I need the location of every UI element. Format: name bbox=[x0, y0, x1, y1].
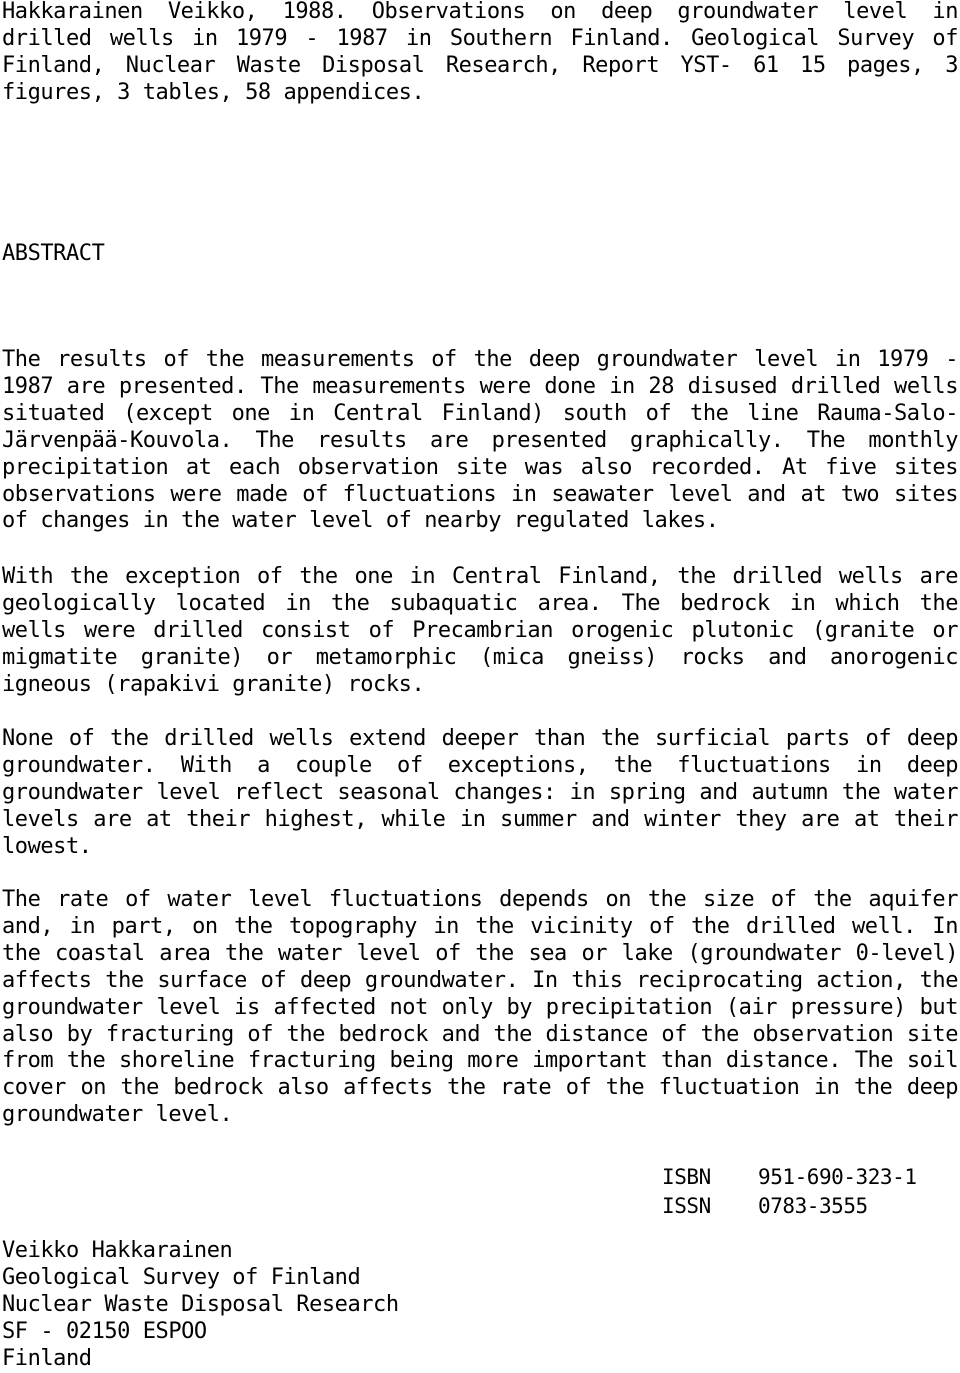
identifier-block bbox=[662, 1163, 917, 1221]
abstract-paragraph-2: With the exception of the one in Central Finland, the drilled wells are geologically located in the subaquatic area. The bedrock in which the wells were drilled consist of Precambrian orogenic plutonic (granite or migmatite granite) or metamorphic (mica gneiss) rocks and anorogenic igneous (rapakivi granite) rocks. bbox=[2, 564, 958, 697]
author-postal-address: SF - 02150 ESPOO bbox=[2, 1318, 207, 1344]
isbn-label: ISBN bbox=[662, 1165, 711, 1189]
author-name: Veikko Hakkarainen bbox=[2, 1238, 233, 1263]
abstract-paragraph-3: None of the drilled wells extend deeper than the surficial parts of deep groundwater. With a couple of exceptions, the fluctuations in deep groundwater level reflect seasonal changes: in spring and autumn the water levels are at their highest, while in summer and winter they are at their lowest. bbox=[2, 726, 958, 859]
author-department: Nuclear Waste Disposal Research bbox=[2, 1291, 399, 1317]
author-organization: Geological Survey of Finland bbox=[2, 1264, 361, 1290]
issn-value: 0783-3555 bbox=[758, 1194, 868, 1218]
citation-paragraph: Hakkarainen Veikko, 1988. Observations on deep groundwater level in drilled wells in 1979 - 1987 in Southern Finland. Geological Survey of Finland, Nuclear Waste Disposal Research, Report YST- 61 15 pages, 3 figures, 3 tables, 58 appendices. bbox=[2, 0, 958, 105]
issn-label: ISSN bbox=[662, 1194, 711, 1218]
isbn-row bbox=[662, 1163, 917, 1192]
abstract-heading: ABSTRACT bbox=[2, 241, 105, 266]
author-country: Finland bbox=[2, 1345, 92, 1371]
abstract-paragraph-4: The rate of water level fluctuations depends on the size of the aquifer and, in part, on the topography in the vicinity of the drilled well. In the coastal area the water level of the sea or lake (groundwater 0-level) affects the surface of deep groundwater. In this reciprocating action, the groundwater level is affected not only by precipitation (air pressure) but also by fracturing of the bedrock and the distance of the observation site from the shoreline fracturing being more important than distance. The soil cover on the bedrock also affects the rate of the fluctuation in the deep groundwater level. bbox=[2, 887, 958, 1128]
author-address-block bbox=[2, 1238, 399, 1373]
issn-row bbox=[662, 1192, 917, 1221]
abstract-paragraph-1: The results of the measurements of the deep groundwater level in 1979 - 1987 are presented. The measurements were done in 28 disused drilled wells situated (except one in Central Finland) south of the line Rauma-Salo-Järvenpää-Kouvola. The results are presented graphically. The monthly precipitation at each observation site was also recorded. At five sites observations were made of fluctuations in seawater level and at two sites of changes in the water level of nearby regulated lakes. bbox=[2, 347, 958, 534]
isbn-value: 951-690-323-1 bbox=[758, 1165, 917, 1189]
